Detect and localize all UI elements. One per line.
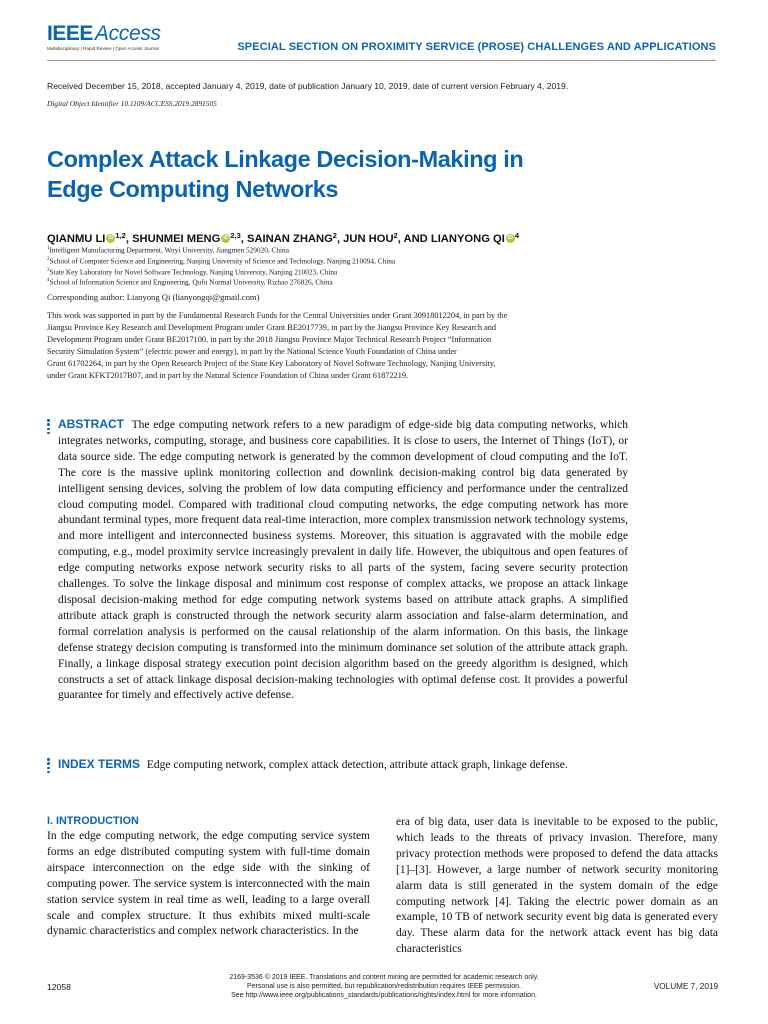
affiliation-text: School of Computer Science and Engineering, Nanjing University of Science and Technology, Nanjing 210094, China: [49, 256, 396, 266]
special-section-title: SPECIAL SECTION ON PROXIMITY SERVICE (PROSE) CHALLENGES AND APPLICATIONS: [237, 41, 716, 53]
header-divider: [47, 60, 716, 61]
body-column-left: In the edge computing network, the edge computing service system forms an edge distributed computing system with full-time domain airspace interconnection on the edge side with the sinking of computing power. The service system is interconnected with the main station service system in real time as well, leading to a large overall scale and complex structure. It thus exhibits mixed multi-scale dynamic characteristics and complex network characteristics. In the: [47, 830, 370, 938]
affiliation-text: State Key Laboratory for Novel Software Technology, Nanjing University, Nanjing 210023, China: [49, 267, 338, 277]
author-affiliation-sup: 2: [393, 231, 398, 240]
author-affiliation-sup: 1,2: [115, 231, 126, 240]
index-terms-label: INDEX TERMS: [58, 757, 141, 771]
funding-line: Jiangsu Province Key Research and Development Program under Grant BE2017739, in part by the Jiangsu Province Key Research and: [47, 323, 497, 333]
affiliation-number: 2: [47, 256, 50, 262]
corresponding-author: Corresponding author: Lianyong Qi (lianyongqi@gmail.com): [47, 292, 260, 302]
orcid-icon[interactable]: iD: [223, 235, 229, 241]
body-column-right: era of big data, user data is inevitable to be exposed to the public, which leads to the threats of privacy invasion. Therefore, many privacy protection methods were proposed to defend the data attacks [1]–[3]. However, a large number of network security monitoring alarm data is still generated in the system domain of the edge computing network [4]. Taking the electric power domain as an example, 10 TB of network security event big data is generated every day. These alarm data for the network attack event has big data characteristics: [396, 816, 718, 956]
orcid-icon[interactable]: iD: [108, 235, 114, 241]
affiliation-item: [47, 266, 395, 277]
logo-access-text: Access: [94, 22, 161, 45]
affiliation-text: Intelligent Manufacturing Department, Wuyi University, Jiangmen 529020, China: [49, 245, 289, 255]
author-affiliation-sup: 2,3: [230, 231, 241, 240]
author-affiliation-sup: 2: [332, 231, 337, 240]
abstract-marker-icon: [47, 419, 50, 436]
author-name: AND LIANYONG QI: [403, 233, 505, 245]
abstract: [58, 417, 628, 704]
paper-title-line: Complex Attack Linkage Decision-Making in: [47, 146, 524, 172]
license-line: Personal use is also permitted, but republication/redistribution requires IEEE permission.: [247, 983, 521, 991]
affiliation-number: 3: [47, 267, 50, 273]
orcid-icon[interactable]: iD: [507, 235, 513, 241]
section-heading-introduction: I. INTRODUCTION: [47, 815, 139, 827]
index-terms-marker-icon: [47, 758, 50, 775]
funding-line: Security Simulation System” (electric power and energy), in part by the National Science Youth Foundation of China under: [47, 347, 457, 357]
affiliation-item: [47, 276, 395, 287]
author-separator: ,: [125, 233, 133, 245]
affiliation-item: [47, 244, 395, 255]
index-terms-text: Edge computing network, complex attack detection, attribute attack graph, linkage defense.: [146, 759, 568, 771]
affiliation-list: [47, 244, 395, 287]
author-name: QIANMU LI: [47, 233, 106, 245]
author-separator: ,: [397, 233, 404, 245]
affiliation-number: 1: [47, 246, 50, 251]
affiliation-text: School of Information Science and Engineering, Qufu Normal University, Rizhao 276826, China: [49, 277, 333, 287]
logo-ieee-text: IEEE: [47, 22, 93, 45]
paper-title: [47, 144, 647, 204]
abstract-label: ABSTRACT: [58, 417, 124, 431]
author-affiliation-sup: 4: [514, 231, 519, 240]
license-line: 2169-3536 © 2019 IEEE. Translations and content mining are permitted for academic research only.: [229, 974, 539, 981]
funding-line: This work was supported in part by the Fundamental Research Funds for the Central Universities under Grant 30918012204, in part by the: [47, 311, 508, 320]
author-list: [47, 231, 519, 245]
funding-line: under Grant KFKT2017B07, and in part by the Natural Science Foundation of China under Grant 61872219.: [47, 371, 409, 381]
author-separator: ,: [240, 233, 247, 245]
license-notice: [180, 973, 588, 1001]
funding-line: Grant 61702264, in part by the Open Research Project of the State Key Laboratory of Novel Software Technology, Nanjing University,: [47, 359, 496, 369]
funding-statement: [47, 310, 647, 383]
author-name: SAINAN ZHANG: [247, 233, 333, 245]
abstract-text: The edge computing network refers to a new paradigm of edge-side big data computing networks, which integrates networks, computing, storage, and business core capabilities. It is close to users, the Internet of Things (IoT), or data source side. The edge computing network is generated by the common development of cloud computing and the IoT. The core is the massive uplink monitoring collection and downlink decision-making control big data generated by intelligent sensing devices, solving the problem of low data computing efficiency and performance under the centralized cloud computing model. Compared with traditional cloud computing networks, the edge computing network has more abundant terminal types, more frequent data real-time interaction, more complex transmission network technology systems, and more intelligent and interconnected business systems. Moreover, this situation is aggravated with the mobile edge computing, e.g., model proximity service increasingly prevalent in daily life. However, the ubiquitous and open features of edge computing networks expose network security risks to all parts of the system, facing severe security protection challenges. To solve the linkage disposal and minimum cost response of complex attacks, we propose an attack linkage disposal decision-making method for edge computing network systems based on attribute attack graphs. A simplified attribute attack graph is constructed through the network security alarm association and false-alarm determination, and formal correlation analysis is performed on the causal relationship of the alarm information. On this basis, the linkage defense strategy decision computing is transformed into the minimum dominance set solution of the attribute attack graph. Finally, a linkage disposal strategy execution point decision algorithm based on the greedy algorithm is designed, which constructs a set of attack linkage disposal decision-making technologies with optimal defense cost. It provides a powerful guarantee for timely and effectively active defense.: [58, 419, 629, 702]
journal-logo: [47, 22, 161, 51]
license-line: See http://www.ieee.org/publications_standards/publications/rights/index.html for more information.: [231, 992, 537, 1000]
author-separator: ,: [336, 233, 344, 245]
author-name: SHUNMEI MENG: [132, 233, 221, 245]
page-number: 12058: [47, 982, 71, 992]
affiliation-item: [47, 255, 395, 266]
logo-tagline: Multidisciplinary | Rapid Review | Open Access Journal: [47, 46, 159, 51]
doi-identifier: Digital Object Identifier 10.1109/ACCESS.2019.2891505: [47, 99, 217, 108]
volume-label: VOLUME 7, 2019: [653, 982, 718, 991]
paper-title-line: Edge Computing Networks: [47, 176, 339, 202]
author-name: JUN HOU: [343, 233, 394, 245]
affiliation-number: 4: [47, 278, 50, 284]
index-terms: [58, 756, 648, 773]
received-dates: Received December 15, 2018, accepted January 4, 2019, date of publication January 10, 2019, date of current version February 4, 2019.: [47, 81, 569, 91]
funding-line: Development Program under Grant BE2017100, in part by the 2018 Jiangsu Province Major Technical Research Project “Information: [47, 335, 492, 345]
